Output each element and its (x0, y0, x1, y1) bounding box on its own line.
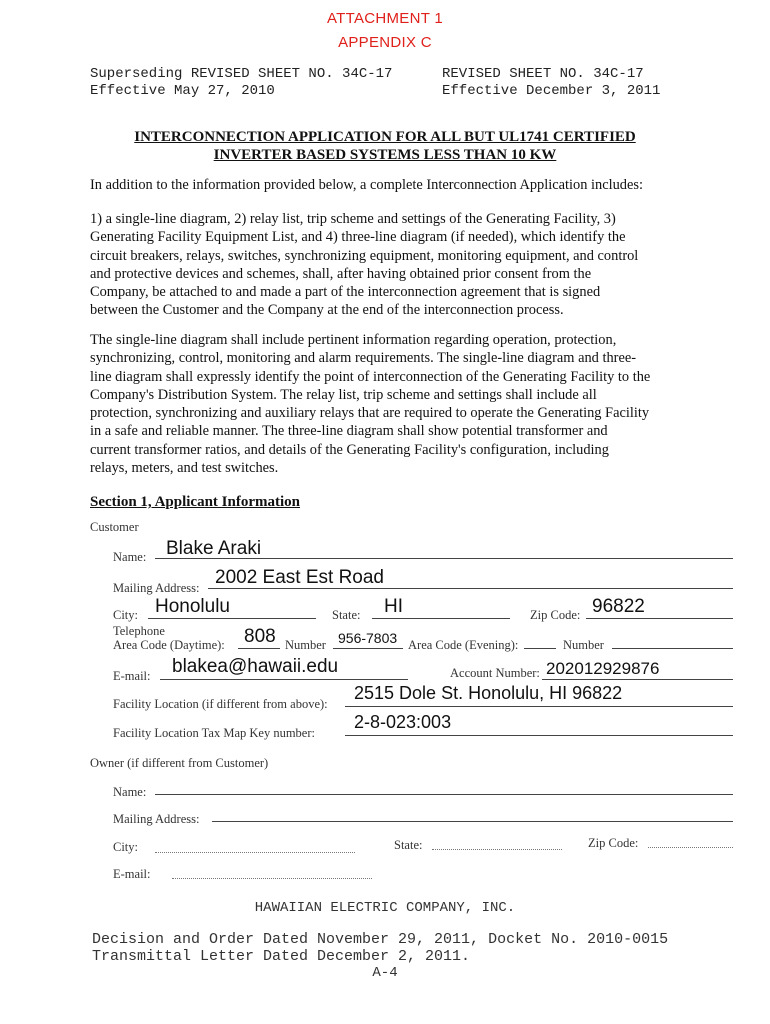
paragraph-line: relays, meters, and test switches. (90, 460, 279, 477)
number-label: Number (285, 638, 326, 652)
facility-location-underline (345, 706, 733, 707)
paragraph-line: 1) a single-line diagram, 2) relay list, trip scheme and settings of the Generating Facility, 3) (90, 211, 616, 227)
area-code-daytime-label: Area Code (Daytime): (113, 638, 225, 652)
mailing-address-field[interactable]: 2002 East Est Road (215, 567, 384, 588)
tax-map-key-field[interactable]: 2-8-023:003 (354, 712, 452, 732)
email-underline (160, 679, 408, 680)
name-field[interactable]: Blake Araki (166, 538, 262, 559)
name-label: Name: (113, 550, 147, 564)
paragraph-line: protection, synchronizing and auxiliary relays that are required to operate the Generating Facility (90, 405, 650, 422)
number-field[interactable]: 956-7803 (338, 630, 398, 646)
paragraph-1 (90, 210, 690, 320)
paragraph-line: synchronizing, control, monitoring and alarm requirements. The single-line diagram and three- (90, 350, 637, 367)
zip-underline (586, 618, 733, 619)
email-label: E-mail: (113, 669, 151, 683)
appendix-heading: APPENDIX C (338, 34, 432, 51)
owner-name-field[interactable] (155, 794, 733, 795)
city-label: City: (113, 608, 139, 622)
company-name: HAWAIIAN ELECTRIC COMPANY, INC. (254, 900, 516, 916)
facility-location-field[interactable]: 2515 Dole St. Honolulu, HI 96822 (354, 683, 623, 703)
mailing-address-underline (208, 588, 733, 589)
paragraph-line: between the Customer and the Company at the end of the interconnection process. (90, 302, 564, 319)
document-title-line1: INTERCONNECTION APPLICATION FOR ALL BUT UL1741 CERTIFIED (134, 129, 636, 145)
page-number: A-4 (372, 965, 398, 981)
owner-state-label: State: (394, 838, 423, 852)
account-number-underline (542, 679, 733, 680)
decision-order-line: Decision and Order Dated November 29, 2011, Docket No. 2010-0015 (92, 931, 669, 948)
document-title-line2: INVERTER BASED SYSTEMS LESS THAN 10 KW (213, 147, 557, 163)
number-underline (333, 648, 403, 649)
paragraph-line: in a safe and reliable manner. The three-line diagram shall show potential transformer and (90, 423, 608, 440)
attachment-heading: ATTACHMENT 1 (326, 10, 444, 27)
city-underline (148, 618, 316, 619)
owner-name-label: Name: (113, 785, 147, 799)
owner-state-field[interactable] (432, 849, 562, 850)
zip-field[interactable]: 96822 (592, 596, 645, 617)
number-evening-label: Number (563, 638, 604, 652)
facility-location-label: Facility Location (if different from above): (113, 697, 328, 711)
tax-map-key-underline (345, 735, 733, 736)
paragraph-line: circuit breakers, relays, switches, synchronizing equipment, monitoring equipment, and control (90, 247, 639, 264)
area-code-daytime-underline (238, 648, 280, 649)
paragraph-2 (90, 331, 690, 477)
paragraph-line: The single-line diagram shall include pertinent information regarding operation, protection, (90, 332, 617, 348)
paragraph-line: line diagram shall expressly identify the point of interconnection of the Generating Facility to the (90, 368, 651, 385)
owner-city-label: City: (113, 840, 139, 854)
telephone-label: Telephone (113, 624, 165, 638)
number-evening-field[interactable] (612, 648, 733, 649)
owner-zip-field[interactable] (648, 847, 733, 848)
superseding-effective: Effective May 27, 2010 (90, 83, 275, 99)
owner-mailing-address-label: Mailing Address: (113, 812, 200, 826)
owner-email-field[interactable] (172, 878, 372, 879)
superseding-sheet: Superseding REVISED SHEET NO. 34C-17 (90, 66, 393, 82)
area-code-daytime-field[interactable]: 808 (244, 626, 276, 647)
account-number-label: Account Number: (450, 666, 540, 680)
intro-text: In addition to the information provided below, a complete Interconnection Application includes: (90, 177, 643, 193)
paragraph-line: and protective devices and schemes, shall, after having obtained prior consent from the (90, 265, 592, 282)
revised-sheet: REVISED SHEET NO. 34C-17 (442, 66, 644, 82)
area-code-evening-field[interactable] (524, 648, 556, 649)
owner-label: Owner (if different from Customer) (90, 756, 269, 770)
city-field[interactable]: Honolulu (155, 596, 230, 617)
revised-effective: Effective December 3, 2011 (442, 83, 661, 99)
owner-email-label: E-mail: (113, 867, 151, 881)
tax-map-key-label: Facility Location Tax Map Key number: (113, 726, 315, 740)
state-field[interactable]: HI (384, 596, 403, 617)
owner-mailing-address-field[interactable] (212, 821, 733, 822)
transmittal-line: Transmittal Letter Dated December 2, 2011. (92, 948, 471, 965)
owner-zip-label: Zip Code: (588, 836, 639, 850)
area-code-evening-label: Area Code (Evening): (408, 638, 519, 652)
name-underline (155, 558, 733, 559)
section-1-heading: Section 1, Applicant Information (90, 494, 301, 510)
paragraph-line: current transformer ratios, and details of the Generating Facility's configuration, including (90, 441, 609, 458)
paragraph-line: Company's Distribution System. The relay list, trip scheme and settings shall include all (90, 386, 597, 403)
zip-label: Zip Code: (530, 608, 581, 622)
paragraph-line: Generating Facility Equipment List, and 4) three-line diagram (if needed), which identify the (90, 229, 626, 246)
owner-city-field[interactable] (155, 852, 355, 853)
mailing-address-label: Mailing Address: (113, 581, 200, 595)
customer-label: Customer (90, 520, 139, 534)
email-field[interactable]: blakea@hawaii.edu (172, 656, 339, 677)
paragraph-line: Company, be attached to and made a part of the interconnection agreement that is signed (90, 284, 601, 301)
state-underline (372, 618, 510, 619)
account-number-field[interactable]: 202012929876 (546, 659, 660, 678)
state-label: State: (332, 608, 361, 622)
